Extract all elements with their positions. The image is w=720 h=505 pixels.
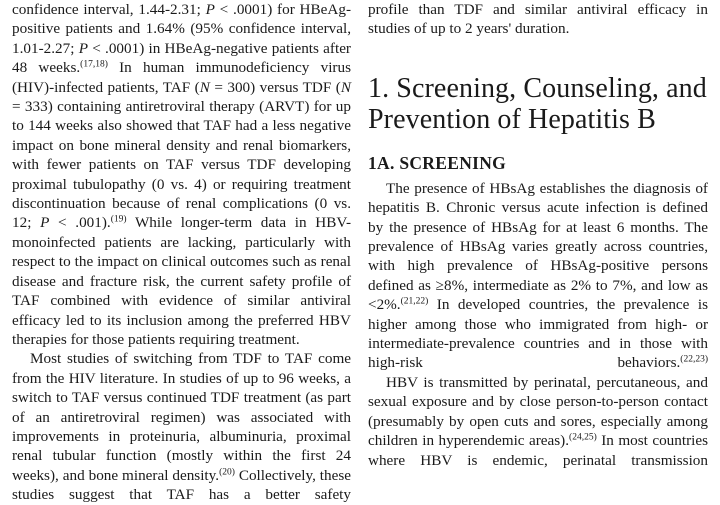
text-run: The presence of HBsAg establishes the diagnosis of hepatitis B. Chronic versus acute infection is defined by the presence of HBsAg for at least 6 months. The prevalence of HBsAg varies greatly across countries, with high prevalence of HBsAg-positive persons defined as ≥8%, intermediate as 2% to 7%, and low as <2%. (368, 179, 708, 314)
subsection-heading: 1A. SCREENING (368, 152, 507, 173)
text-run: In developed countries, the prevalence is higher among those who immigrated from high- or intermediate-prevalence countries and in those with high-risk behaviors. (368, 296, 708, 372)
text-run: While longer-term data in HBV-monoinfected patients are lacking, particularly with respect to the impact on clinical outcomes such as renal disease and fracture risk, the current safety profile of TAF combined with evidence of similar antiviral efficacy led to its inclusion among the preferred HBV therapies for those patients requiring treatment. (12, 214, 351, 348)
paragraph-screening (368, 179, 708, 373)
text-run: confidence interval, 1.44-2.31; (12, 1, 206, 18)
left-column (12, 0, 351, 505)
text-run: < .001). (49, 214, 111, 232)
text-run: = 333) containing antiretroviral therapy (ARVT) for up to 144 weeks also showed that TAF had a less negative impact on bone mineral density and renal biomarkers, with fewer patients on TAF versus TDF developing proximal tubulopathy (0 vs. 4) or requiring treatment discontinuation because of renal complications (0 vs. 12; (12, 98, 351, 232)
paragraph-continuation: profile than TDF and similar antiviral efficacy in studies of up to 2 years' duration. (368, 1, 708, 38)
text-run: < .0001) in HBeAg-negative patients after 48 weeks. (12, 39, 351, 77)
citation: (22,23) (680, 354, 708, 365)
text-run: N (199, 78, 210, 96)
citation: (24,25) (569, 432, 597, 443)
paragraph-switching-studies (12, 349, 351, 504)
text-run: In human immunodeficiency virus (HIV)-infected patients, TAF ( (12, 59, 351, 96)
text-run: N (340, 78, 352, 96)
paragraph-taf-safety (12, 0, 351, 349)
text-run: In most countries where HBV is endemic, perinatal transmission (368, 432, 708, 469)
right-column (368, 0, 708, 470)
citation: (17,18) (80, 59, 108, 70)
citation: (21,22) (400, 296, 429, 307)
citation: (19) (110, 214, 127, 225)
paragraph-transmission (368, 373, 708, 470)
text-run: P (78, 39, 88, 57)
text-run: = 300) versus TDF ( (209, 78, 341, 96)
text-run: Most studies of switching from TDF to TAF come from the HIV literature. In studies of up to 96 weeks, a switch to TAF versus continued TDF treatment (as part of an antiretroviral regimen) was associated with improvements in proteinuria, albuminuria, proximal renal tubular function (mostly within the first 24 weeks), and bone mineral density. (12, 350, 351, 484)
text-run: Collectively, these studies suggest that TAF has a better safety (12, 466, 352, 504)
text-run: P (40, 214, 50, 232)
section-heading: 1. Screening, Counseling, and Prevention of Hepatitis B (368, 72, 707, 135)
citation: (20) (219, 467, 235, 478)
text-run: HBV is transmitted by perinatal, percutaneous, and sexual exposure and by close person-to-person contact (presumably by open cuts and sores, especially among children in hyperendemic areas). (368, 373, 708, 450)
text-run: P (205, 1, 215, 18)
text-run: < .0001) for HBeAg-positive patients and 1.64% (95% confidence interval, 1.01-2.27; (12, 1, 352, 57)
